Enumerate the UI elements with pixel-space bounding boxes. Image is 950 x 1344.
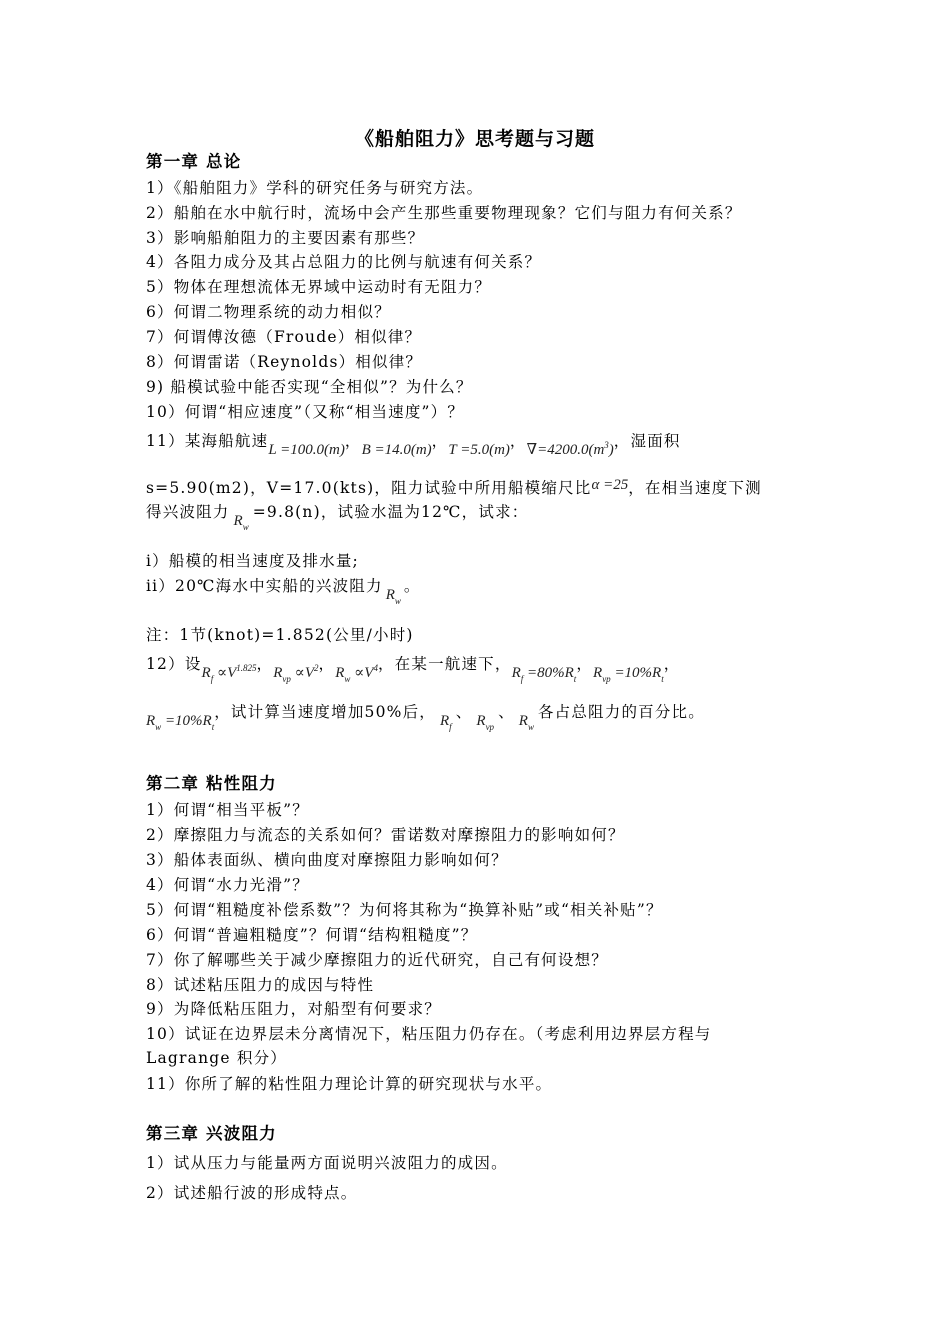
q12-rvp-symbol: R bbox=[273, 665, 283, 681]
question-2-11: 11）你所了解的粘性阻力理论计算的研究现状与水平。 bbox=[146, 1075, 553, 1093]
question-1-10: 10）何谓“相应速度”（又称“相当速度”）？ bbox=[146, 403, 465, 421]
q12-rw-share bbox=[146, 713, 215, 732]
question-1-12-line-2 bbox=[146, 702, 705, 732]
q12-rvp-share bbox=[593, 665, 664, 684]
q11-ii-rw-symbol: R bbox=[385, 587, 395, 603]
q11-prefix: 11）某海船航速 bbox=[146, 432, 269, 450]
question-1-1: 1）《船舶阻力》学科的研究任务与研究方法。 bbox=[146, 179, 484, 197]
q11-line3b: =9.8(n)，试验水温为12℃，试求： bbox=[252, 503, 529, 521]
q12-rvp-prop: ∝V bbox=[294, 665, 314, 681]
question-1-9: 9) 船模试验中能否实现“全相似”？为什么？ bbox=[146, 378, 473, 396]
q12-rf-exp: 1.825 bbox=[236, 663, 257, 673]
q12-list-rf-symbol: R bbox=[440, 713, 450, 729]
question-2-6: 6）何谓“普遍粗糙度”？何谓“结构粗糙度”？ bbox=[146, 926, 478, 944]
q11-ii-end: 。 bbox=[403, 577, 421, 595]
q11-displacement-close: ) bbox=[608, 442, 614, 458]
q12-rw-symbol: R bbox=[335, 665, 345, 681]
q12-rf-relation bbox=[201, 663, 257, 684]
q12-sep-2: 、 bbox=[498, 703, 515, 721]
q12-rf-share bbox=[511, 665, 577, 684]
question-1-5: 5）物体在理想流体无界域中运动时有无阻力？ bbox=[146, 278, 492, 296]
q12-list-rf-sub: f bbox=[449, 722, 452, 732]
q11-scale-ratio: α =25 bbox=[591, 477, 629, 493]
q12-rvp-share-value: =10%R bbox=[614, 665, 662, 681]
q12-rw-share-t: t bbox=[211, 722, 215, 732]
question-2-8: 8）试述粘压阻力的成因与特性 bbox=[146, 976, 375, 994]
q12-list-rw-sub: w bbox=[527, 722, 534, 732]
q12-rw-sub: w bbox=[344, 674, 351, 684]
chapter-1-heading: 第一章 总论 bbox=[146, 152, 242, 171]
q12-rvp-share-sub: vp bbox=[602, 674, 611, 684]
question-2-2: 2）摩擦阻力与流态的关系如何？雷诺数对摩擦阻力的影响如何？ bbox=[146, 826, 625, 844]
question-2-1: 1）何谓“相当平板”？ bbox=[146, 801, 309, 819]
q12-rw-exp: 4 bbox=[373, 663, 378, 673]
q12-list-rvp-sub: vp bbox=[485, 722, 495, 732]
question-1-11-ii bbox=[146, 576, 421, 606]
q12-list-rvp bbox=[476, 713, 495, 732]
question-2-10-line-2: Lagrange 积分） bbox=[146, 1049, 288, 1067]
question-1-12-line-1 bbox=[146, 650, 681, 684]
question-2-4: 4）何谓“水力光滑”？ bbox=[146, 876, 309, 894]
q11-displacement-exp: 3 bbox=[604, 440, 609, 450]
q11-wave-resistance bbox=[233, 513, 249, 532]
chapter-2-heading: 第二章 粘性阻力 bbox=[146, 774, 277, 793]
q12-comma-4: ， bbox=[663, 655, 681, 673]
q12-rw-share-value: =10%R bbox=[164, 713, 212, 729]
q11-draft: T =5.0(m) bbox=[448, 442, 510, 458]
q11-rw-symbol: R bbox=[233, 513, 243, 529]
q11-ii-rw-sub: w bbox=[394, 596, 401, 606]
question-1-7: 7）何谓傅汝德（Froude）相似律？ bbox=[146, 328, 422, 346]
q11-comma-3: ， bbox=[509, 432, 527, 450]
question-3-1: 1）试从压力与能量两方面说明兴波阻力的成因。 bbox=[146, 1154, 508, 1172]
q12-rf-symbol: R bbox=[201, 665, 211, 681]
q11-line2b: ，在相当速度下测 bbox=[628, 479, 762, 497]
q11-displacement bbox=[527, 442, 614, 458]
q11-ii-wave-resistance bbox=[385, 587, 401, 606]
q12-rf-sub: f bbox=[210, 674, 214, 684]
chapter-3-heading: 第三章 兴波阻力 bbox=[146, 1124, 277, 1143]
question-3-2: 2）试述船行波的形成特点。 bbox=[146, 1184, 358, 1202]
q11-comma-2: ， bbox=[431, 432, 449, 450]
question-2-5: 5）何谓“粗糙度补偿系数”？为何将其称为“换算补贴”或“相关补贴”？ bbox=[146, 901, 663, 919]
q11-length: L =100.0(m) bbox=[268, 442, 345, 458]
q12-rf-prop: ∝V bbox=[216, 665, 237, 681]
q12-rf-share-sub: f bbox=[520, 674, 524, 684]
q12-rf-share-symbol: R bbox=[511, 665, 521, 681]
q12-list-rvp-symbol: R bbox=[476, 713, 486, 729]
q12-rw-prop: ∝V bbox=[354, 665, 374, 681]
question-1-3: 3）影响船舶阻力的主要因素有那些？ bbox=[146, 229, 425, 247]
question-2-10-line-1: 10）试证在边界层未分离情况下，粘压阻力仍存在。（考虑利用边界层方程与 bbox=[146, 1025, 712, 1043]
question-1-4: 4）各阻力成分及其占总阻力的比例与航速有何关系？ bbox=[146, 253, 542, 271]
q12-rw-share-sub: w bbox=[155, 722, 162, 732]
q12-rvp-share-t: t bbox=[661, 674, 664, 684]
question-2-9: 9）为降低粘压阻力，对船型有何要求？ bbox=[146, 1000, 441, 1018]
question-1-8: 8）何谓雷诺（Reynolds）相似律？ bbox=[146, 353, 423, 371]
question-2-7: 7）你了解哪些关于减少摩擦阻力的近代研究，自己有何设想？ bbox=[146, 951, 608, 969]
unit-note: 注：1节(knot)=1.852(公里/小时) bbox=[146, 626, 414, 644]
q12-rw-relation bbox=[335, 663, 378, 684]
q12-rvp-sub: vp bbox=[282, 674, 291, 684]
q12-rvp-share-symbol: R bbox=[593, 665, 603, 681]
q11-line3a: 得兴波阻力 bbox=[146, 503, 230, 521]
q12-comma-3: ， bbox=[576, 655, 594, 673]
q11-displacement-value: ∇=4200.0(m bbox=[526, 442, 605, 458]
q12-comma-1: ， bbox=[256, 655, 274, 673]
q12-rw-share-symbol: R bbox=[146, 713, 156, 729]
document-title: 《船舶阻力》思考题与习题 bbox=[354, 128, 595, 150]
q12-rvp-exp: 2 bbox=[314, 663, 319, 673]
q11-comma-1: ， bbox=[344, 432, 362, 450]
q12-mid: ，在某一航速下， bbox=[377, 655, 512, 673]
q11-suffix: ，湿面积 bbox=[613, 432, 681, 450]
q11-ii-text: ii）20℃海水中实船的兴波阻力 bbox=[146, 577, 383, 595]
q11-beam: B =14.0(m) bbox=[361, 442, 432, 458]
q12-list-rw-symbol: R bbox=[518, 713, 528, 729]
q12-rf-share-value: =80%R bbox=[527, 665, 574, 681]
q12-line2: ，试计算当速度增加50%后， bbox=[214, 703, 436, 721]
question-1-11-line-1 bbox=[146, 427, 681, 458]
q11-rw-sub: w bbox=[242, 522, 249, 532]
q12-sep-1: 、 bbox=[455, 703, 473, 721]
q12-rf-share-t: t bbox=[573, 674, 577, 684]
q12-end: 各占总阻力的百分比。 bbox=[537, 703, 705, 721]
q12-prefix: 12）设 bbox=[146, 655, 202, 673]
question-1-2: 2）船舶在水中航行时，流场中会产生那些重要物理现象？它们与阻力有何关系？ bbox=[146, 204, 742, 222]
q11-line2a: s=5.90(m2)，V=17.0(kts)，阻力试验中所用船模缩尺比 bbox=[146, 479, 592, 497]
q12-list-rw bbox=[518, 713, 534, 732]
q12-rvp-relation bbox=[273, 663, 319, 684]
question-2-3: 3）船体表面纵、横向曲度对摩擦阻力影响如何？ bbox=[146, 851, 508, 869]
question-1-6: 6）何谓二物理系统的动力相似？ bbox=[146, 303, 391, 321]
question-1-11-i: i）船模的相当速度及排水量; bbox=[146, 552, 359, 570]
question-1-11-line-2 bbox=[146, 478, 762, 499]
q12-comma-2: ， bbox=[318, 655, 336, 673]
question-1-11-line-3 bbox=[146, 502, 529, 532]
q12-list-rf bbox=[440, 713, 452, 732]
